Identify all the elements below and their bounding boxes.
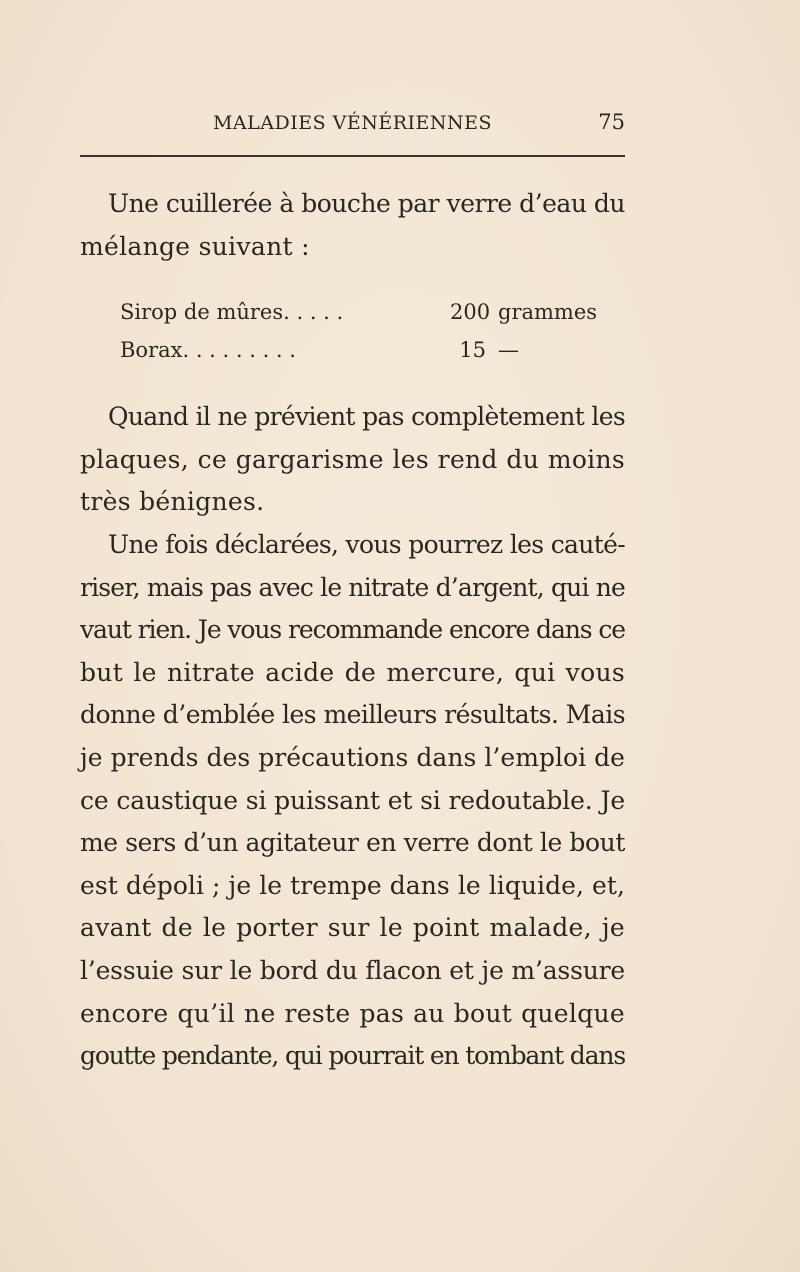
text-line: est dépoli ; je le trempe dans le liquide, et,	[80, 870, 625, 900]
text-line: ce caustique si puissant et si redoutable. Je	[80, 785, 625, 815]
text-line: me sers d’un agitateur en verre dont le bout	[80, 828, 625, 858]
text-line: Une fois déclarées, vous pourrez les cauté-	[108, 530, 625, 559]
text-line: très bénignes.	[80, 487, 265, 517]
text-line: encore qu’il ne reste pas au bout quelque	[80, 998, 625, 1028]
text-line: Quand il ne prévient pas complètement les	[108, 402, 625, 431]
page-number: 75	[598, 110, 625, 134]
intro-paragraph	[80, 183, 625, 268]
running-head	[80, 108, 625, 138]
text-line: l’essuie sur le bord du flacon et je m’assure	[80, 955, 625, 985]
recipe-table	[120, 300, 598, 376]
text-line: goutte pendante, qui pourrait en tombant dans	[80, 1041, 625, 1071]
paragraph	[80, 524, 625, 1078]
header-rule	[80, 155, 625, 157]
text-line: vaut rien. Je vous recommande encore dans ce	[80, 615, 625, 645]
ingredient-name: Borax. . . . . . . . .	[120, 338, 296, 362]
text-line: plaques, ce gargarisme les rend du moins	[80, 444, 625, 474]
text-line: mélange suivant :	[80, 231, 310, 261]
ingredient-quantity: 200	[450, 300, 491, 324]
text-line: but le nitrate acide de mercure, qui vous	[80, 657, 625, 687]
text-line: donne d’emblée les meilleurs résultats. Mais	[80, 700, 625, 730]
text-line: Une cuillerée à bouche par verre d’eau du	[108, 189, 625, 218]
text-line: avant de le porter sur le point malade, je	[80, 913, 625, 943]
paragraph	[80, 396, 625, 524]
ingredient-name: Sirop de mûres. . . . .	[120, 300, 344, 324]
recipe-row	[120, 300, 598, 338]
ingredient-quantity: 15	[459, 338, 486, 362]
text-line: je prends des précautions dans l’emploi de	[80, 742, 625, 772]
recipe-row	[120, 338, 590, 376]
ingredient-unit: grammes	[498, 300, 598, 324]
running-title: MALADIES VÉNÉRIENNES	[212, 112, 493, 134]
text-line: riser, mais pas avec le nitrate d’argent, qui ne	[80, 572, 625, 602]
ingredient-unit: —	[498, 338, 519, 362]
